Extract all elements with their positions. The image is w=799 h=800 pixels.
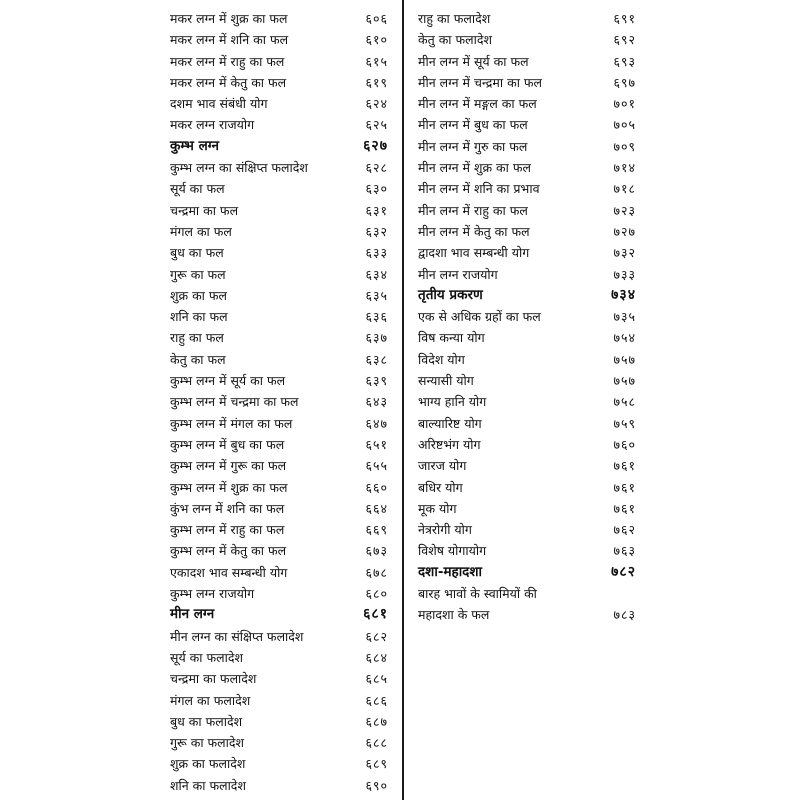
toc-entry-page: ६२४	[365, 96, 388, 112]
toc-section-heading	[418, 285, 640, 306]
toc-left-column	[170, 8, 392, 796]
toc-entry-page: ६३२	[365, 223, 388, 239]
toc-entry	[418, 477, 640, 498]
toc-entry	[170, 626, 392, 647]
toc-right-column	[418, 8, 640, 626]
toc-entry-page: ६५५	[365, 458, 388, 474]
toc-entry	[170, 157, 392, 178]
toc-entry-title: सूर्य का फल	[170, 181, 225, 197]
toc-entry	[418, 242, 640, 263]
toc-entry	[170, 775, 392, 796]
toc-entry	[418, 72, 640, 93]
toc-entry-title: अरिष्टभंग योग	[418, 436, 481, 452]
toc-entry-title: कुम्भ लग्न में चन्द्रमा का फल	[170, 394, 299, 410]
toc-entry-page: ६३१	[365, 202, 388, 218]
toc-entry-title: बाल्यारिष्ट योग	[418, 415, 482, 431]
toc-entry	[170, 647, 392, 668]
toc-entry	[418, 221, 640, 242]
toc-entry-page: ६६४	[365, 500, 388, 516]
toc-entry-page: ६७८	[365, 564, 388, 580]
toc-entry-title: मकर लग्न में शुक्र का फल	[170, 11, 288, 26]
toc-entry-title: गुरू का फलादेश	[170, 735, 245, 751]
toc-entry-page: ६३७	[365, 330, 388, 346]
toc-entry	[418, 264, 640, 285]
toc-entry-title: मीन लग्न में शनि का प्रभाव	[418, 181, 540, 197]
toc-entry-page: ६३०	[365, 181, 388, 197]
toc-entry-page: ७६०	[613, 436, 636, 452]
toc-entry-page: ६०६	[365, 11, 388, 26]
toc-entry-title: विदेश योग	[418, 351, 465, 367]
toc-entry-title: द्वादशा भाव सम्बन्धी योग	[418, 245, 530, 261]
toc-entry	[418, 370, 640, 391]
toc-entry	[170, 242, 392, 263]
toc-entry-page: ६३६	[365, 309, 388, 325]
toc-entry-page: ६८१	[363, 606, 388, 623]
toc-entry	[170, 391, 392, 412]
toc-entry-page: ७३५	[613, 309, 636, 325]
toc-entry-title: जारज योग	[418, 458, 467, 474]
toc-entry-page: ७३३	[613, 266, 636, 282]
toc-entry-title: मूक योग	[418, 500, 457, 516]
toc-entry	[170, 51, 392, 72]
toc-entry	[170, 711, 392, 732]
toc-entry-title: महादशा के फल	[418, 607, 490, 623]
toc-entry-title: कुम्भ लग्न में गुरू का फल	[170, 458, 287, 474]
toc-entry	[170, 264, 392, 285]
toc-entry-page: ६६९	[365, 522, 388, 538]
toc-entry-page: ६९७	[613, 74, 636, 90]
toc-entry	[418, 306, 640, 327]
toc-entry-title: कुम्भ लग्न में केतु का फल	[170, 543, 287, 559]
toc-entry-page: ६३५	[365, 287, 388, 303]
toc-entry	[418, 114, 640, 135]
toc-entry-title: मीन लग्न का संक्षिप्त फलादेश	[170, 628, 304, 644]
toc-entry-page: ६६०	[365, 479, 388, 495]
toc-entry	[170, 200, 392, 221]
toc-section-heading	[170, 604, 392, 625]
toc-entry-title: मीन लग्न में राहु का फल	[418, 202, 528, 218]
toc-entry-title: दशा-महादशा	[418, 563, 483, 580]
toc-entry-title: बुध का फल	[170, 245, 224, 261]
toc-entry-title: बुध का फलादेश	[170, 713, 243, 729]
toc-entry-page: ७५४	[613, 330, 636, 346]
toc-entry-title: केतु का फल	[170, 351, 226, 367]
toc-entry	[418, 498, 640, 519]
toc-entry	[170, 732, 392, 753]
toc-entry	[170, 29, 392, 50]
toc-entry-page: ६९०	[365, 777, 388, 793]
toc-entry	[170, 668, 392, 689]
toc-entry	[418, 178, 640, 199]
toc-entry-page: ७८३	[613, 607, 636, 623]
toc-entry-page: ६४३	[365, 394, 388, 410]
toc-entry-title: चन्द्रमा का फल	[170, 202, 239, 218]
toc-entry-title: विशेष योगायोग	[418, 543, 487, 559]
toc-entry-page: ६७३	[365, 543, 388, 559]
toc-entry	[170, 93, 392, 114]
toc-entry	[170, 285, 392, 306]
toc-entry-title: बारह भावों के स्वामियों की	[418, 586, 537, 602]
toc-entry	[170, 519, 392, 540]
toc-entry-page: ६८७	[365, 713, 388, 729]
toc-entry-title: दशम भाव संबंधी योग	[170, 96, 268, 112]
toc-entry	[418, 519, 640, 540]
toc-entry-title: मीन लग्न राजयोग	[418, 266, 498, 282]
toc-entry-title: राहु का फल	[170, 330, 224, 346]
toc-entry	[418, 540, 640, 561]
toc-entry-page: ७५७	[613, 373, 636, 389]
toc-entry-title: शनि का फलादेश	[170, 777, 246, 793]
toc-entry-page: ७५९	[613, 415, 636, 431]
toc-entry-title: शुक्र का फलादेश	[170, 756, 246, 772]
toc-entry-title: मंगल का फल	[170, 223, 232, 239]
toc-entry	[170, 477, 392, 498]
toc-entry-page: ६१९	[365, 74, 388, 90]
toc-entry-title: मकर लग्न में राहु का फल	[170, 53, 285, 69]
toc-entry-title: मीन लग्न	[170, 606, 215, 623]
toc-entry-title: मकर लग्न राजयोग	[170, 117, 255, 133]
toc-entry-page: ६८९	[365, 756, 388, 772]
toc-entry-page: ७६१	[613, 500, 636, 516]
toc-entry-page: ७२७	[613, 223, 636, 239]
toc-entry-page: ७६१	[613, 479, 636, 495]
toc-entry-title: मीन लग्न में बुध का फल	[418, 117, 528, 133]
toc-entry-page: ७६३	[613, 543, 636, 559]
toc-entry-page: ६८८	[365, 735, 388, 751]
toc-entry-page: ६१५	[365, 53, 388, 69]
toc-entry	[418, 391, 640, 412]
toc-entry	[418, 157, 640, 178]
toc-entry	[170, 306, 392, 327]
toc-entry-title: कुम्भ लग्न	[170, 137, 220, 154]
toc-entry-title: सन्यासी योग	[418, 373, 474, 389]
toc-entry	[170, 349, 392, 370]
toc-entry	[170, 753, 392, 774]
toc-entry-title: बधिर योग	[418, 479, 463, 495]
toc-entry-page: ७६१	[613, 458, 636, 474]
toc-entry-title: कुंभ लग्न में शनि का फल	[170, 500, 285, 516]
toc-entry-page: ६९३	[613, 53, 636, 69]
toc-entry-title: कुम्भ लग्न में शुक्र का फल	[170, 479, 288, 495]
toc-entry-title: मकर लग्न में केतु का फल	[170, 74, 287, 90]
toc-entry-page: ६८०	[365, 586, 388, 602]
toc-entry-page: ६८४	[365, 649, 388, 665]
toc-entry-page: ६८५	[365, 671, 388, 687]
toc-entry	[418, 93, 640, 114]
toc-entry	[418, 455, 640, 476]
toc-entry	[170, 583, 392, 604]
toc-entry	[170, 498, 392, 519]
toc-entry-page: ६९२	[613, 32, 636, 48]
toc-entry-title: चन्द्रमा का फलादेश	[170, 671, 257, 687]
toc-entry-title: मीन लग्न में सूर्य का फल	[418, 53, 529, 69]
toc-entry	[418, 200, 640, 221]
toc-entry-title: कुम्भ लग्न में राहु का फल	[170, 522, 285, 538]
toc-entry-title: मीन लग्न में शुक्र का फल	[418, 160, 531, 176]
toc-entry-title: मीन लग्न में चन्द्रमा का फल	[418, 74, 543, 90]
toc-entry-page: ७०५	[613, 117, 636, 133]
toc-entry-page: ७०१	[613, 96, 636, 112]
toc-entry-page: ७१४	[613, 160, 636, 176]
toc-entry-page: ७६२	[613, 522, 636, 538]
toc-entry-title: कुम्भ लग्न में बुध का फल	[170, 436, 285, 452]
toc-entry-title: मीन लग्न में गुरु का फल	[418, 138, 528, 154]
toc-entry-page: ७५८	[613, 394, 636, 410]
toc-entry-page: ६२५	[365, 117, 388, 133]
toc-entry	[170, 221, 392, 242]
toc-entry-title: मीन लग्न में केतु का फल	[418, 223, 530, 239]
column-divider	[402, 0, 404, 800]
toc-entry-title: कुम्भ लग्न में मंगल का फल	[170, 415, 293, 431]
toc-entry-page: ७८२	[611, 563, 636, 580]
toc-entry-page: ६४७	[365, 415, 388, 431]
toc-entry-title: कुम्भ लग्न राजयोग	[170, 586, 255, 602]
toc-entry-page: ६२७	[363, 137, 388, 154]
toc-entry	[418, 583, 640, 604]
toc-entry-title: नेत्ररोगी योग	[418, 522, 472, 538]
toc-entry-title: मकर लग्न में शनि का फल	[170, 32, 289, 48]
toc-entry-title: कुम्भ लग्न का संक्षिप्त फलादेश	[170, 160, 308, 176]
toc-entry-page: ७१८	[613, 181, 636, 197]
toc-entry-page: ६३९	[365, 373, 388, 389]
toc-entry-page: ६८६	[365, 692, 388, 708]
toc-entry	[418, 327, 640, 348]
toc-entry-title: कुम्भ लग्न में सूर्य का फल	[170, 373, 286, 389]
toc-entry-page: ७३२	[613, 245, 636, 261]
toc-entry-page: ६९१	[613, 11, 636, 26]
toc-entry-page: ६३३	[365, 245, 388, 261]
toc-section-heading	[170, 136, 392, 157]
toc-entry	[418, 349, 640, 370]
toc-entry-page: ६३४	[365, 266, 388, 282]
toc-entry-title: शुक्र का फल	[170, 287, 227, 303]
toc-entry-title: विष कन्या योग	[418, 330, 485, 346]
toc-entry-title: केतु का फलादेश	[418, 32, 492, 48]
toc-entry	[170, 327, 392, 348]
toc-entry-page: ७२३	[613, 202, 636, 218]
toc-section-heading	[418, 562, 640, 583]
toc-entry	[418, 136, 640, 157]
toc-entry	[170, 540, 392, 561]
toc-entry	[170, 8, 392, 29]
toc-entry-title: राहु का फलादेश	[418, 11, 491, 26]
toc-entry-title: मीन लग्न में मङ्गल का फल	[418, 96, 537, 112]
toc-entry-title: गुरू का फल	[170, 266, 226, 282]
toc-entry-page: ६३८	[365, 351, 388, 367]
toc-entry	[418, 604, 640, 625]
toc-entry-title: भाग्य हानि योग	[418, 394, 487, 410]
toc-entry-page: ६५१	[365, 436, 388, 452]
toc-entry-page: ७०९	[613, 138, 636, 154]
toc-entry	[170, 455, 392, 476]
toc-entry	[170, 114, 392, 135]
toc-entry-page: ६२८	[365, 160, 388, 176]
toc-entry	[170, 413, 392, 434]
toc-entry	[418, 29, 640, 50]
toc-entry-page: ६८२	[365, 628, 388, 644]
toc-entry-title: एक से अधिक ग्रहों का फल	[418, 309, 541, 325]
toc-entry-title: शनि का फल	[170, 309, 228, 325]
toc-entry	[418, 8, 640, 29]
toc-entry-title: मंगल का फलादेश	[170, 692, 251, 708]
toc-entry	[418, 434, 640, 455]
toc-entry	[170, 690, 392, 711]
toc-entry	[418, 413, 640, 434]
toc-entry	[418, 51, 640, 72]
toc-entry	[170, 72, 392, 93]
toc-entry	[170, 178, 392, 199]
toc-entry-page: ७५७	[613, 351, 636, 367]
toc-entry	[170, 434, 392, 455]
toc-entry	[170, 370, 392, 391]
toc-entry-title: तृतीय प्रकरण	[418, 286, 483, 303]
toc-entry-title: सूर्य का फलादेश	[170, 649, 243, 665]
toc-entry-page: ७३४	[611, 286, 636, 303]
toc-entry	[170, 562, 392, 583]
toc-entry-title: एकादश भाव सम्बन्धी योग	[170, 564, 288, 580]
toc-entry-page: ६१०	[365, 32, 388, 48]
